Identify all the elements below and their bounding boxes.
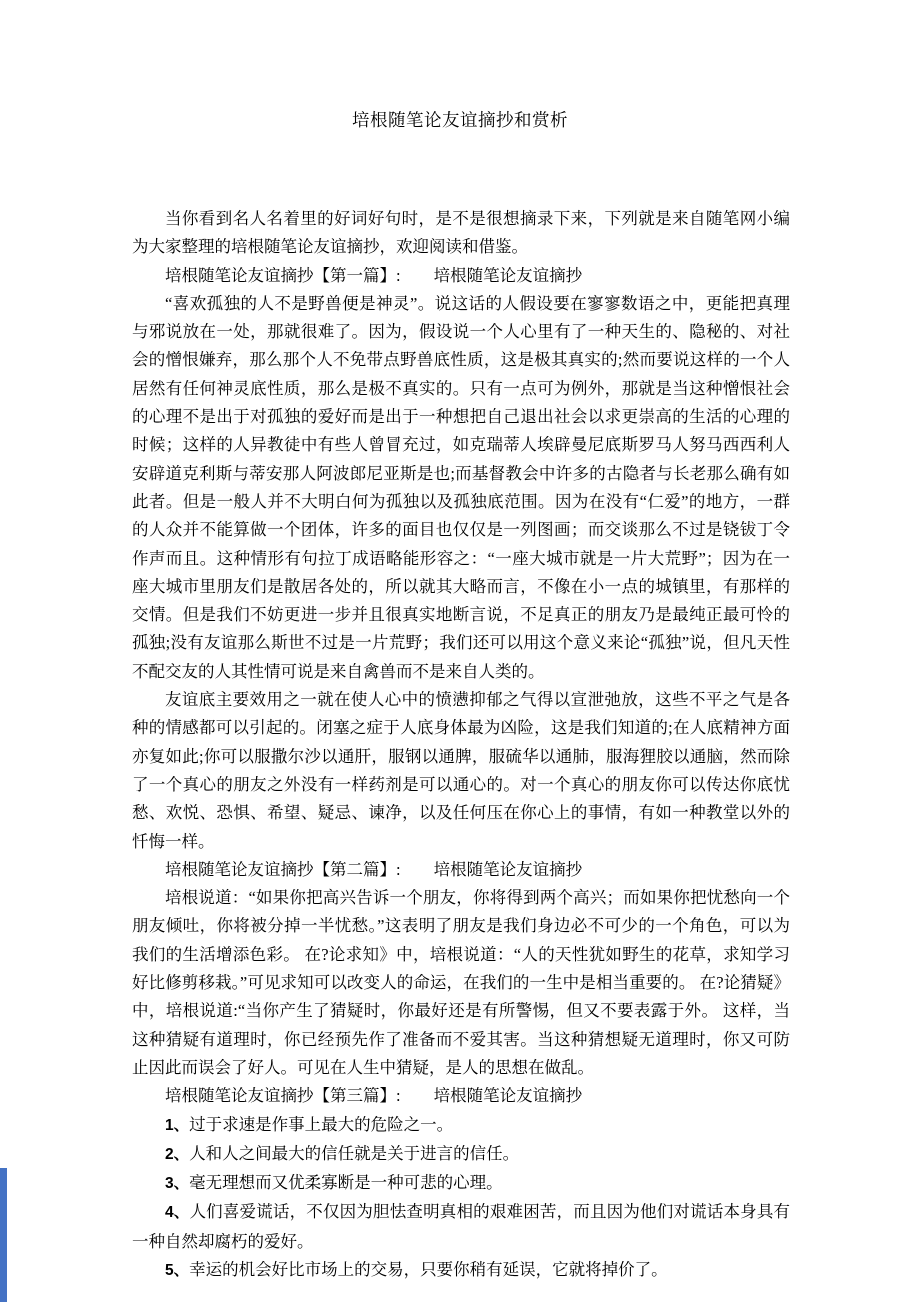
list-item-4-number: 4、 bbox=[165, 1204, 190, 1222]
document-title: 培根随笔论友谊摘抄和赏析 bbox=[352, 110, 568, 130]
section3-heading-repeat: 培根随笔论友谊摘抄 bbox=[433, 1086, 583, 1106]
list-item-5-number: 5、 bbox=[165, 1261, 190, 1279]
list-item-5-text: 幸运的机会好比市场上的交易，只要你稍有延误，它就将掉价了。 bbox=[189, 1259, 668, 1279]
list-item-1-number: 1、 bbox=[165, 1116, 190, 1134]
document-body bbox=[132, 205, 790, 1285]
list-item-4 bbox=[132, 1198, 790, 1256]
section3-heading-label: 培根随笔论友谊摘抄【第三篇】: bbox=[165, 1086, 401, 1106]
list-item-5 bbox=[132, 1256, 790, 1285]
section2-heading bbox=[132, 856, 790, 884]
list-item-2 bbox=[132, 1140, 790, 1169]
intro-paragraph: 当你看到名人名着里的好词好句时，是不是很想摘录下来，下列就是来自随笔网小编为大家整理的培根随笔论友谊摘抄，欢迎阅读和借鉴。 bbox=[132, 209, 790, 257]
list-item-3 bbox=[132, 1169, 790, 1198]
section2-heading-label: 培根随笔论友谊摘抄【第二篇】: bbox=[165, 859, 401, 879]
section1-heading-label: 培根随笔论友谊摘抄【第一篇】: bbox=[165, 265, 401, 285]
section1-heading bbox=[132, 262, 790, 290]
list-item-3-text: 毫无理想而又优柔寡断是一种可悲的心理。 bbox=[189, 1173, 503, 1193]
section2-heading-repeat: 培根随笔论友谊摘抄 bbox=[433, 859, 583, 879]
list-item-2-number: 2、 bbox=[165, 1145, 190, 1163]
list-item-1 bbox=[132, 1111, 790, 1140]
list-item-4-text: 人们喜爱谎话，不仅因为胆怯查明真相的艰难困苦，而且因为他们对谎话本身具有一种自然却腐朽的爱好。 bbox=[132, 1202, 791, 1251]
section3-heading bbox=[132, 1082, 790, 1110]
section1-heading-repeat: 培根随笔论友谊摘抄 bbox=[433, 265, 583, 285]
list-item-3-number: 3、 bbox=[165, 1175, 190, 1193]
left-edge-accent-bar bbox=[0, 1168, 7, 1302]
list-item-1-text: 过于求速是作事上最大的危险之一。 bbox=[189, 1114, 454, 1134]
section1-paragraph-1: “喜欢孤独的人不是野兽便是神灵”。说这话的人假设要在寥寥数语之中，更能把真理与邪说放在一处，那就很难了。因为，假设说一个人心里有了一种天生的、隐秘的、对社会的憎恨嫌弃，那么那个人不免带点野兽底性质，这是极其真实的;然而要说这样的一个人居然有任何神灵底性质，那么是极不真实的。只有一点可为例外，那就是当这种憎恨社会的心理不是出于对孤独的爱好而是出于一种想把自己退出社会以求更崇高的生活的心理的时候；这样的人异教徒中有些人曾冒充过，如克瑞蒂人埃辟曼尼底斯罗马人努马西西利人安辟道克利斯与蒂安那人阿波郎尼亚斯是也;而基督教会中许多的古隐者与长老那么确有如此者。但是一般人并不大明白何为孤独以及孤独底范围。因为在没有“仁爱”的地方，一群的人众并不能算做一个团体，许多的面目也仅仅是一列图画；而交谈那么不过是铙钹丁令作声而且。这种情形有句拉丁成语略能形容之：“一座大城市就是一片大荒野”；因为在一座大城市里朋友们是散居各处的，所以就其大略而言，不像在小一点的城镇里，有那样的交情。但是我们不妨更进一步并且很真实地断言说，不足真正的朋友乃是最纯正最可怜的孤独;没有友谊那么斯世不过是一片荒野；我们还可以用这个意义来论“孤独”说，但凡天性不配交友的人其性情可说是来自禽兽而不是来自人类的。 bbox=[132, 293, 790, 681]
list-item-2-text: 人和人之间最大的信任就是关于进言的信任。 bbox=[189, 1143, 520, 1163]
section1-paragraph-2: 友谊底主要效用之一就在使人心中的愤懑抑郁之气得以宣泄弛放，这些不平之气是各种的情感都可以引起的。闭塞之症于人底身体最为凶险，这是我们知道的;在人底精神方面亦复如此;你可以服撒尔沙以通肝，服钢以通脾，服硫华以通肺，服海狸胶以通脑，然而除了一个真心的朋友之外没有一样药剂是可以通心的。对一个真心的朋友你可以传达你底忧愁、欢悦、恐惧、希望、疑忌、谏净，以及任何压在你心上的事情，有如一种教堂以外的忏悔一样。 bbox=[132, 690, 790, 851]
section2-paragraph-1: 培根说道：“如果你把高兴告诉一个朋友，你将得到两个高兴；而如果你把忧愁向一个朋友倾吐，你将被分掉一半忧愁。”这表明了朋友是我们身边必不可少的一个角色，可以为我们的生活增添色彩。 在?论求知》中，培根说道：“人的天性犹如野生的花草，求知学习好比修剪移栽。”可见求知可以改变人的命运，在我们的一生中是相当重要的。 在?论猜疑》中，培根说道:“当你产生了猜疑时，你最好还是有所警惕，但又不要表露于外。 这样，当这种猜疑有道理时，你已经预先作了准备而不爱其害。当这种猜想疑无道理时，你又可防止因此而误会了好人。可见在人生中猜疑，是人的思想在做乱。 bbox=[132, 888, 790, 1077]
